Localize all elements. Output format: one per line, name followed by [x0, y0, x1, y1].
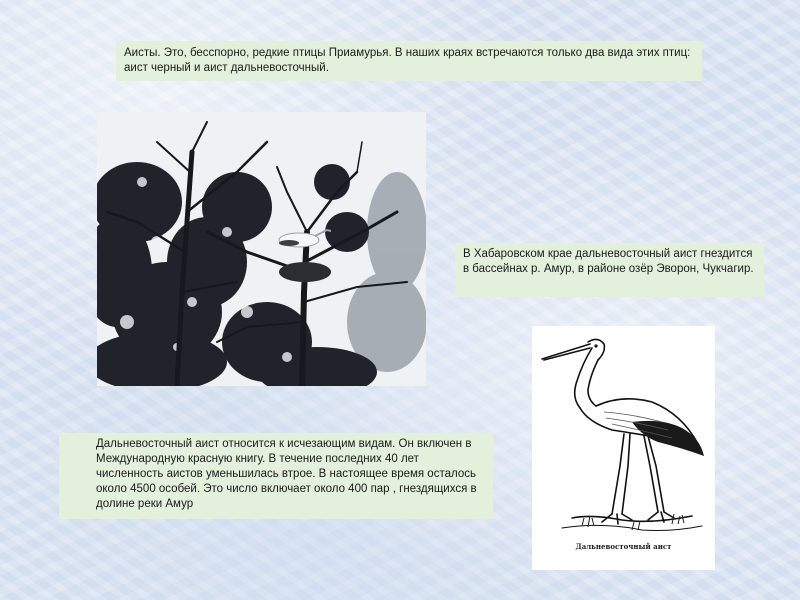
status-text: Дальневосточный аист относится к исчезающим видам. Он включен в Международную красную книгу. В течение последних 40 лет численность аистов уменьшилась втрое. В настоящее время осталось около 4500 особей. Это число включает около 400 пар , гнездящихся в долине реки Амур [96, 438, 477, 510]
habitat-text: В Хабаровском крае дальневосточный аист гнездится в бассейнах р. Амур, в районе озёр Эворон, Чукчагир. [463, 248, 754, 275]
intro-text: Аисты. Это, бесспорно, редкие птицы Приамурья. В наших краях встречаются только два вида этих птиц: аист черный и аист дальневосточный. [124, 47, 691, 74]
drawing-caption: Дальневосточный аист [575, 542, 672, 551]
stork-nest-photo [97, 112, 426, 386]
stork-drawing [532, 326, 715, 570]
habitat-text-box [455, 243, 764, 297]
intro-text-box [116, 41, 702, 81]
status-text-box [59, 433, 493, 519]
